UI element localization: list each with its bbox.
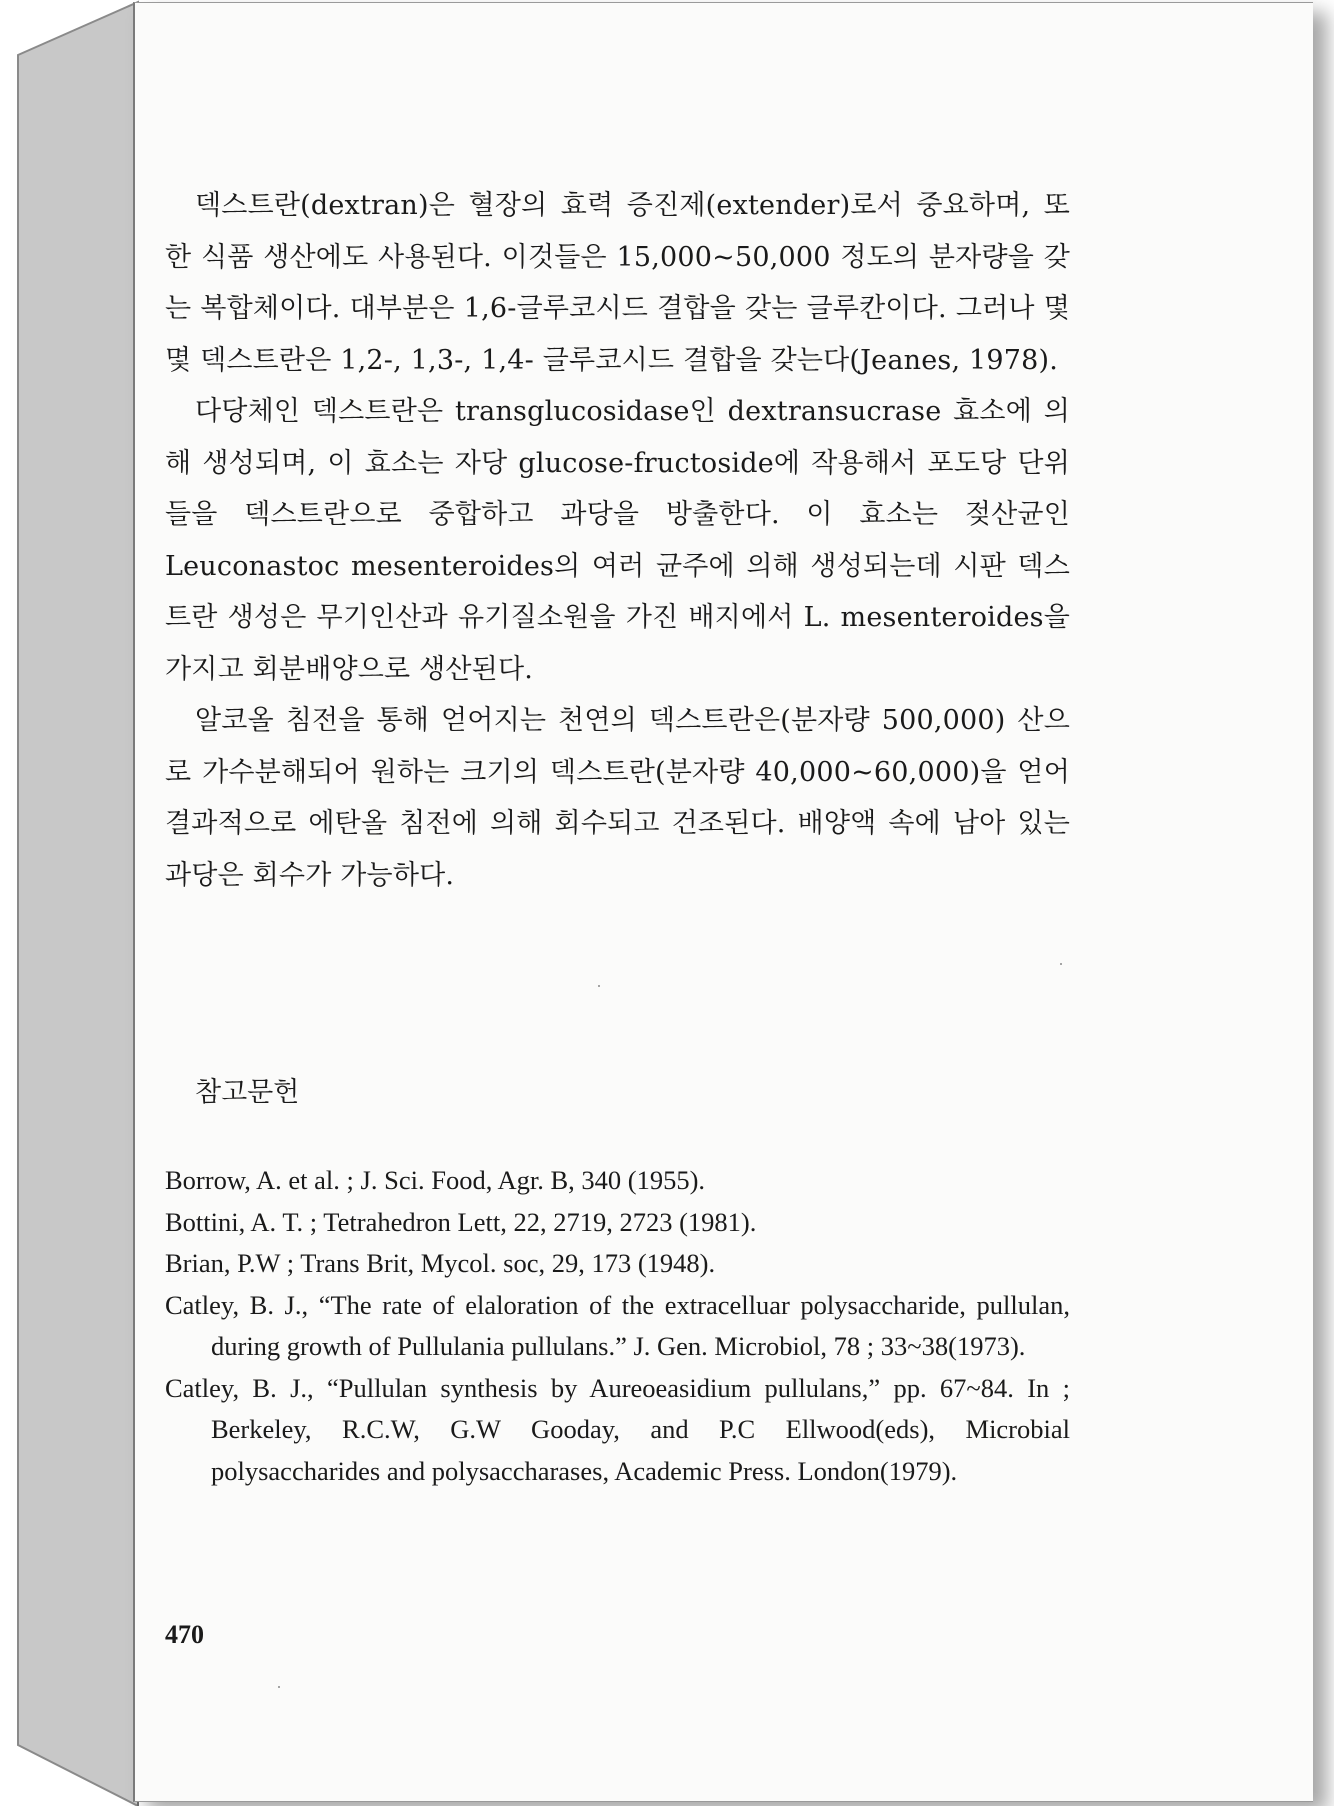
- scan-speck: [598, 985, 600, 987]
- references-list: [165, 1160, 1070, 1492]
- reference-item: Borrow, A. et al. ; J. Sci. Food, Agr. B, 340 (1955).: [165, 1165, 706, 1195]
- reference-item: Brian, P.W ; Trans Brit, Mycol. soc, 29, 173 (1948).: [165, 1248, 716, 1278]
- reference-item: Bottini, A. T. ; Tetrahedron Lett, 22, 2719, 2723 (1981).: [165, 1206, 757, 1237]
- reference-item: Catley, B. J., “The rate of elaloration of the extracelluar polysaccharide, pullulan, during growth of Pullulania pullulans.” J. Gen. Microbiol, 78 ; 33~38(1973).: [165, 1289, 1070, 1361]
- references-heading: 참고문헌: [195, 1077, 300, 1108]
- paragraph-dextransucrase: 다당체인 덱스트란은 transglucosidase인 dextransucrase 효소에 의해 생성되며, 이 효소는 자당 glucose-fructoside에 작용해서 포도당 단위들을 덱스트란으로 중합하고 과당을 방출한다. 이 효소는 젖산균인 Leuconastoc mesenteroides의 여러 균주에 의해 생성되는데 시판 덱스트란 생성은 무기인산과 유기질소원을 가진 배지에서 L. mesenteroides을 가지고 회분배양으로 생산된다.: [165, 396, 1070, 685]
- paragraph-dextran-intro: 덱스트란(dextran)은 혈장의 효력 증진제(extender)로서 중요하며, 또한 식품 생산에도 사용된다. 이것들은 15,000~50,000 정도의 분자량을 갖는 복합체이다. 대부분은 1,6-글루코시드 결합을 갖는 글루칸이다. 그러나 몇몇 덱스트란은 1,2-, 1,3-, 1,4- 글루코시드 결합을 갖는다(Jeanes, 1978).: [165, 190, 1070, 376]
- scan-speck: [278, 1686, 280, 1688]
- page-number: 470: [165, 1620, 204, 1649]
- body-text: [165, 180, 1070, 901]
- paragraph-alcohol-precipitation: 알코올 침전을 통해 얻어지는 천연의 덱스트란은(분자량 500,000) 산으로 가수분해되어 원하는 크기의 덱스트란(분자량 40,000~60,000)을 얻어 결과적으로 에탄올 침전에 의해 회수되고 건조된다. 배양액 속에 남아 있는 과당은 회수가 가능하다.: [165, 705, 1070, 891]
- reference-item: Catley, B. J., “Pullulan synthesis by Aureoeasidium pullulans,” pp. 67~84. In ; Berkeley, R.C.W, G.W Gooday, and P.C Ellwood(eds), Microbial polysaccharides and polysaccharases, Academic Press. London(1979).: [165, 1372, 1070, 1486]
- scan-speck: [1060, 963, 1062, 965]
